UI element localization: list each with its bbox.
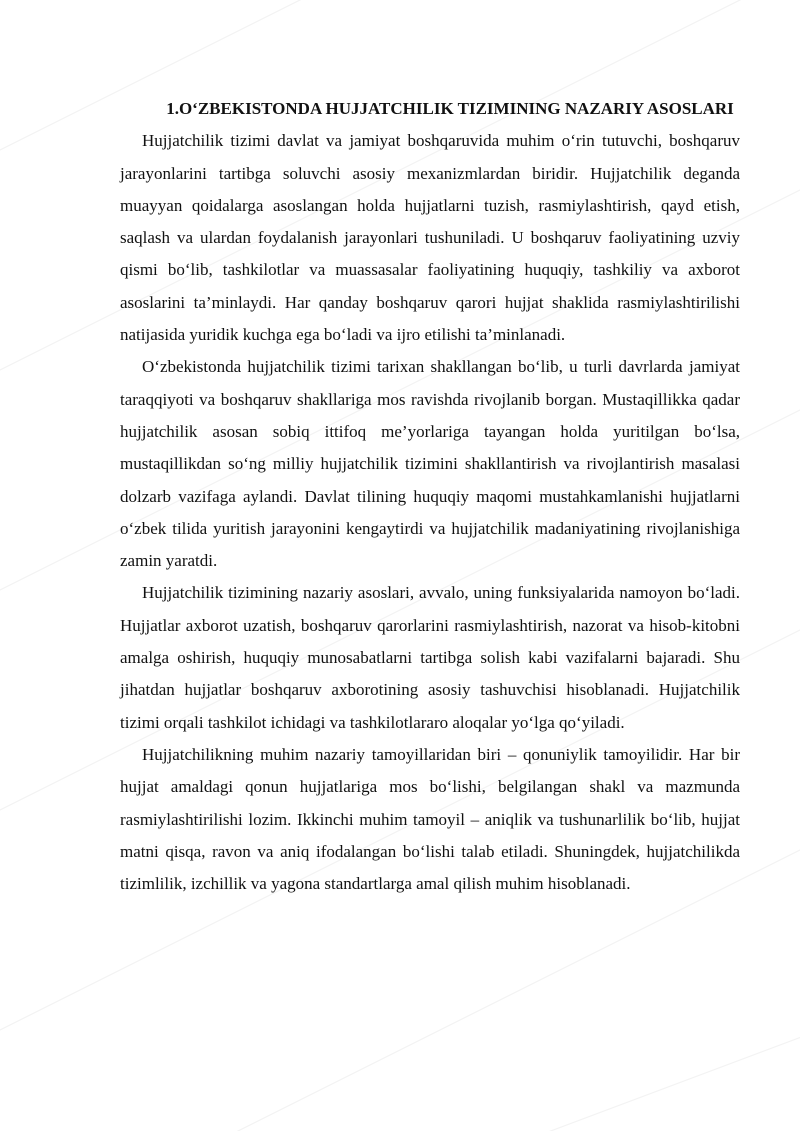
document-title: 1.O‘ZBEKISTONDA HUJJATCHILIK TIZIMINING NAZARIY ASOSLARI [166, 99, 734, 118]
paragraph-2: O‘zbekistonda hujjatchilik tizimi tarixan shakllangan bo‘lib, u turli davrlarda jamiyat taraqqiyoti va boshqaruv shakllariga mos ravishda rivojlanib borgan. Mustaqillikka qadar hujjatchilik asosan sobiq ittifoq me’yorlariga tayangan holda yuritilgan bo‘lsa, mustaqillikdan so‘ng milliy hujjatchilik tizimini shakllantirish va rivojlantirish masalasi dolzarb vazifaga aylandi. Davlat tilining huquqiy maqomi mustahkamlanishi hujjatlarni o‘zbek tilida yuritish jarayonini kengaytirdi va hujjatchilik madaniyatining rivojlanishiga zamin yaratdi. [120, 357, 740, 571]
paragraph-4: Hujjatchilikning muhim nazariy tamoyillaridan biri – qonuniylik tamoyilidir. Har bir hujjat amaldagi qonun hujjatlariga mos bo‘lishi, belgilangan shakl va mazmunda rasmiylashtirilishi lozim. Ikkinchi muhim tamoyil – aniqlik va tushunarlilik bo‘lib, hujjat matni qisqa, ravon va aniq ifodalangan bo‘lishi talab etiladi. Shuningdek, hujjatchilikda tizimlilik, izchillik va yagona standartlarga amal qilish muhim hisoblanadi. [120, 744, 740, 894]
paragraph-1: Hujjatchilik tizimi davlat va jamiyat boshqaruvida muhim o‘rin tutuvchi, boshqaruv jarayonlarini tartibga soluvchi asosiy mexanizmlardan biridir. Hujjatchilik deganda muayyan qoidalarga asoslangan holda hujjatlarni tuzish, rasmiylashtirish, qayd etish, saqlash va ulardan foydalanish jarayonlari tushuniladi. U boshqaruv faoliyatining uzviy qismi bo‘lib, tashkilotlar va muassasalar faoliyatining huquqiy, tashkiliy va axborot asoslarini ta’minlaydi. Har qanday boshqaruv qarori hujjat shaklida rasmiylashtirilishi natijasida yuridik kuchga ega bo‘ladi va ijro etilishi ta’minlanadi. [120, 131, 740, 345]
document-body [120, 93, 740, 900]
paragraph-3: Hujjatchilik tizimining nazariy asoslari, avvalo, uning funksiyalarida namoyon bo‘ladi. Hujjatlar axborot uzatish, boshqaruv qarorlarini rasmiylashtirish, nazorat va hisob-kitobni amalga oshirish, huquqiy munosabatlarni tartibga solish kabi vazifalarni bajaradi. Shu jihatdan hujjatlar boshqaruv axborotining asosiy tashuvchisi hisoblanadi. Hujjatchilik tizimi orqali tashkilot ichidagi va tashkilotlararo aloqalar yo‘lga qo‘yiladi. [120, 583, 740, 732]
